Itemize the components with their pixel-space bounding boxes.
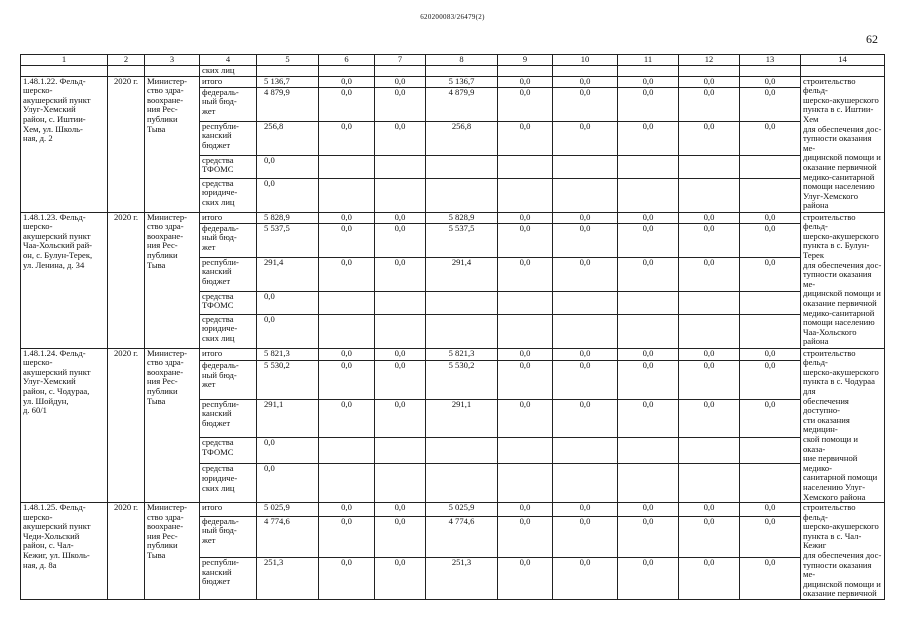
value-cell: 0,0 — [319, 87, 375, 121]
value-cell: 0,0 — [618, 212, 679, 223]
value-cell: 0,0 — [375, 121, 426, 155]
value-cell — [375, 438, 426, 464]
value-cell — [426, 314, 498, 348]
value-cell: 5 530,2 — [426, 361, 498, 400]
value-cell: 0,0 — [618, 76, 679, 87]
value-cell — [375, 314, 426, 348]
value-cell: 0,0 — [679, 361, 740, 400]
value-cell — [740, 438, 801, 464]
value-cell — [679, 314, 740, 348]
continuation-row — [21, 66, 885, 77]
value-cell: 0,0 — [618, 223, 679, 257]
value-cell: 0,0 — [375, 503, 426, 516]
value-cell: 0,0 — [740, 121, 801, 155]
value-cell — [679, 438, 740, 464]
header-cell: 6 — [319, 55, 375, 66]
header-cell: 11 — [618, 55, 679, 66]
value-cell: 0,0 — [375, 87, 426, 121]
value-cell: 0,0 — [257, 291, 319, 314]
value-cell: 5 821,3 — [257, 348, 319, 360]
value-cell: 0,0 — [319, 223, 375, 257]
source-cell: средства ТФОМС — [200, 438, 257, 464]
value-cell — [498, 438, 553, 464]
table-row — [21, 212, 885, 223]
value-cell: 291,4 — [257, 257, 319, 291]
empty-cell — [553, 66, 618, 77]
value-cell — [375, 291, 426, 314]
value-cell: 5 136,7 — [257, 76, 319, 87]
empty-cell — [21, 66, 108, 77]
value-cell: 0,0 — [319, 558, 375, 600]
value-cell: 5 025,9 — [257, 503, 319, 516]
header-cell: 12 — [679, 55, 740, 66]
value-cell: 256,8 — [257, 121, 319, 155]
value-cell — [618, 155, 679, 178]
value-cell: 0,0 — [498, 121, 553, 155]
value-cell: 5 530,2 — [257, 361, 319, 400]
source-cell: федераль- ный бюд- жет — [200, 223, 257, 257]
value-cell — [498, 291, 553, 314]
value-cell — [498, 178, 553, 212]
empty-cell — [801, 66, 885, 77]
value-cell: 4 774,6 — [426, 516, 498, 558]
empty-cell — [426, 66, 498, 77]
value-cell: 0,0 — [319, 516, 375, 558]
value-cell: 0,0 — [498, 87, 553, 121]
value-cell: 0,0 — [740, 223, 801, 257]
value-cell — [553, 155, 618, 178]
value-cell: 0,0 — [375, 516, 426, 558]
value-cell: 0,0 — [375, 223, 426, 257]
value-cell: 0,0 — [553, 348, 618, 360]
value-cell: 0,0 — [740, 257, 801, 291]
value-cell: 0,0 — [553, 257, 618, 291]
value-cell: 0,0 — [319, 212, 375, 223]
value-cell — [498, 155, 553, 178]
value-cell — [426, 291, 498, 314]
value-cell — [553, 178, 618, 212]
source-cell: средства юридиче- ских лиц — [200, 464, 257, 503]
value-cell: 0,0 — [679, 212, 740, 223]
value-cell: 0,0 — [319, 348, 375, 360]
value-cell: 0,0 — [740, 348, 801, 360]
value-cell: 0,0 — [618, 87, 679, 121]
value-cell: 0,0 — [553, 558, 618, 600]
value-cell: 0,0 — [498, 399, 553, 438]
header-cell: 5 — [257, 55, 319, 66]
value-cell: 0,0 — [618, 348, 679, 360]
agency-cell: Министер- ство здра- воохране- ния Рес- публики Тыва — [145, 348, 200, 503]
source-cell: ских лиц — [200, 66, 257, 77]
value-cell: 0,0 — [618, 399, 679, 438]
value-cell: 0,0 — [375, 76, 426, 87]
source-cell: средства ТФОМС — [200, 155, 257, 178]
value-cell: 0,0 — [740, 76, 801, 87]
value-cell: 0,0 — [618, 503, 679, 516]
value-cell: 0,0 — [553, 121, 618, 155]
value-cell: 291,4 — [426, 257, 498, 291]
value-cell: 251,3 — [426, 558, 498, 600]
value-cell: 251,3 — [257, 558, 319, 600]
value-cell: 0,0 — [257, 314, 319, 348]
header-cell: 14 — [801, 55, 885, 66]
value-cell — [498, 314, 553, 348]
header-cell: 8 — [426, 55, 498, 66]
value-cell: 0,0 — [375, 399, 426, 438]
value-cell: 5 821,3 — [426, 348, 498, 360]
value-cell — [426, 178, 498, 212]
value-cell — [319, 155, 375, 178]
header-cell: 7 — [375, 55, 426, 66]
value-cell: 0,0 — [553, 76, 618, 87]
value-cell: 0,0 — [679, 558, 740, 600]
value-cell: 0,0 — [375, 348, 426, 360]
value-cell — [553, 438, 618, 464]
value-cell: 0,0 — [498, 558, 553, 600]
value-cell: 5 136,7 — [426, 76, 498, 87]
source-cell: республи- канский бюджет — [200, 121, 257, 155]
page-number: 62 — [866, 32, 878, 46]
value-cell: 0,0 — [375, 558, 426, 600]
value-cell: 0,0 — [257, 438, 319, 464]
source-cell: федераль- ный бюд- жет — [200, 361, 257, 400]
table-row — [21, 76, 885, 87]
source-cell: республи- канский бюджет — [200, 257, 257, 291]
value-cell: 0,0 — [498, 76, 553, 87]
note-cell: строительство фельд- шерско-акушерского пункта в с. Иштии-Хем для обеспечения дос- тупности оказания ме- дицинской помощи и оказание первичной медико-санитарной помощи населению Улуг-Хемского района — [801, 76, 885, 212]
value-cell — [553, 314, 618, 348]
value-cell: 0,0 — [319, 76, 375, 87]
value-cell — [740, 178, 801, 212]
empty-cell — [618, 66, 679, 77]
value-cell: 0,0 — [375, 361, 426, 400]
value-cell — [319, 291, 375, 314]
value-cell: 4 879,9 — [257, 87, 319, 121]
value-cell — [319, 438, 375, 464]
object-cell: 1.48.1.24. Фельд- шерско- акушерский пункт Улуг-Хемский район, с. Чодураа, ул. Шойдун, д. 60/1 — [21, 348, 108, 503]
value-cell — [679, 155, 740, 178]
value-cell: 0,0 — [319, 121, 375, 155]
header-cell: 3 — [145, 55, 200, 66]
value-cell: 0,0 — [740, 212, 801, 223]
value-cell: 256,8 — [426, 121, 498, 155]
value-cell: 0,0 — [618, 257, 679, 291]
value-cell: 0,0 — [553, 223, 618, 257]
value-cell — [553, 291, 618, 314]
agency-cell: Министер- ство здра- воохране- ния Рес- публики Тыва — [145, 76, 200, 212]
table-row — [21, 503, 885, 516]
value-cell: 0,0 — [740, 361, 801, 400]
value-cell — [426, 464, 498, 503]
value-cell — [679, 464, 740, 503]
header-cell: 4 — [200, 55, 257, 66]
value-cell: 0,0 — [319, 361, 375, 400]
document-id: 620200083/26479(2) — [420, 13, 485, 21]
value-cell: 0,0 — [740, 516, 801, 558]
value-cell: 0,0 — [740, 503, 801, 516]
value-cell: 0,0 — [679, 223, 740, 257]
header-cell: 1 — [21, 55, 108, 66]
value-cell: 0,0 — [319, 257, 375, 291]
note-cell: строительство фельд- шерско-акушерского пункта в с. Чал-Кежиг для обеспечения дос- тупности оказания ме- дицинской помощи и оказание первичной — [801, 503, 885, 600]
value-cell — [319, 464, 375, 503]
value-cell: 0,0 — [553, 399, 618, 438]
year-cell: 2020 г. — [108, 76, 145, 212]
value-cell: 5 537,5 — [257, 223, 319, 257]
value-cell: 5 537,5 — [426, 223, 498, 257]
value-cell: 0,0 — [553, 516, 618, 558]
value-cell — [740, 314, 801, 348]
header-cell: 13 — [740, 55, 801, 66]
value-cell: 0,0 — [319, 399, 375, 438]
agency-cell: Министер- ство здра- воохране- ния Рес- публики Тыва — [145, 212, 200, 348]
agency-cell: Министер- ство здра- воохране- ния Рес- публики Тыва — [145, 503, 200, 600]
source-cell: итого — [200, 348, 257, 360]
source-cell: итого — [200, 76, 257, 87]
value-cell: 5 025,9 — [426, 503, 498, 516]
value-cell: 0,0 — [679, 76, 740, 87]
value-cell: 0,0 — [618, 558, 679, 600]
value-cell — [498, 464, 553, 503]
year-cell: 2020 г. — [108, 348, 145, 503]
value-cell: 0,0 — [498, 257, 553, 291]
value-cell — [618, 314, 679, 348]
empty-cell — [375, 66, 426, 77]
value-cell — [740, 291, 801, 314]
value-cell: 0,0 — [740, 87, 801, 121]
value-cell: 0,0 — [257, 464, 319, 503]
value-cell: 0,0 — [618, 361, 679, 400]
value-cell: 0,0 — [553, 87, 618, 121]
value-cell: 0,0 — [679, 516, 740, 558]
value-cell: 0,0 — [553, 212, 618, 223]
source-cell: федераль- ный бюд- жет — [200, 516, 257, 558]
value-cell: 0,0 — [498, 348, 553, 360]
object-cell: 1.48.1.25. Фельд- шерско- акушерский пункт Чеди-Хольский район, с. Чал- Кежиг, ул. Школь- ная, д. 8а — [21, 503, 108, 600]
source-cell: республи- канский бюджет — [200, 399, 257, 438]
value-cell: 0,0 — [740, 558, 801, 600]
header-cell: 2 — [108, 55, 145, 66]
header-row — [21, 55, 885, 66]
value-cell: 0,0 — [498, 516, 553, 558]
value-cell — [319, 314, 375, 348]
note-cell: строительство фельд- шерско-акушерского пункта в с. Чодураа для обеспечения доступно- сти оказания медицин- ской помощи и оказа- ние первичной медико- санитарной помощи населению Улуг- Хемского района — [801, 348, 885, 503]
value-cell: 4 774,6 — [257, 516, 319, 558]
value-cell: 0,0 — [618, 516, 679, 558]
value-cell: 291,1 — [426, 399, 498, 438]
year-cell: 2020 г. — [108, 503, 145, 600]
value-cell — [679, 178, 740, 212]
empty-cell — [108, 66, 145, 77]
value-cell: 0,0 — [553, 361, 618, 400]
value-cell — [375, 178, 426, 212]
value-cell: 0,0 — [319, 503, 375, 516]
value-cell: 291,1 — [257, 399, 319, 438]
value-cell — [375, 155, 426, 178]
value-cell: 0,0 — [257, 178, 319, 212]
budget-table — [20, 54, 885, 600]
source-cell: федераль- ный бюд- жет — [200, 87, 257, 121]
value-cell: 0,0 — [679, 257, 740, 291]
value-cell — [319, 178, 375, 212]
empty-cell — [145, 66, 200, 77]
value-cell: 0,0 — [498, 223, 553, 257]
value-cell: 0,0 — [618, 121, 679, 155]
empty-cell — [740, 66, 801, 77]
empty-cell — [319, 66, 375, 77]
value-cell — [740, 155, 801, 178]
value-cell: 0,0 — [679, 503, 740, 516]
value-cell — [618, 438, 679, 464]
empty-cell — [257, 66, 319, 77]
value-cell: 0,0 — [375, 212, 426, 223]
note-cell: строительство фельд- шерско-акушерского пункта в с. Булун-Терек для обеспечения дос- тупности оказания ме- дицинской помощи и оказание первичной медико-санитарной помощи населению Чаа-Хольского района — [801, 212, 885, 348]
object-cell: 1.48.1.22. Фельд- шерско- акушерский пункт Улуг-Хемский район, с. Иштии- Хем, ул. Школь- ная, д. 2 — [21, 76, 108, 212]
value-cell: 0,0 — [257, 155, 319, 178]
header-cell: 10 — [553, 55, 618, 66]
table-body — [21, 55, 885, 600]
header-cell: 9 — [498, 55, 553, 66]
value-cell — [679, 291, 740, 314]
value-cell: 5 828,9 — [426, 212, 498, 223]
value-cell: 0,0 — [679, 87, 740, 121]
source-cell: средства юридиче- ских лиц — [200, 314, 257, 348]
value-cell: 4 879,9 — [426, 87, 498, 121]
value-cell — [375, 464, 426, 503]
year-cell: 2020 г. — [108, 212, 145, 348]
empty-cell — [498, 66, 553, 77]
value-cell — [618, 291, 679, 314]
value-cell — [426, 438, 498, 464]
source-cell: средства юридиче- ских лиц — [200, 178, 257, 212]
value-cell: 0,0 — [740, 399, 801, 438]
value-cell: 0,0 — [498, 212, 553, 223]
value-cell: 5 828,9 — [257, 212, 319, 223]
value-cell: 0,0 — [679, 121, 740, 155]
empty-cell — [679, 66, 740, 77]
value-cell — [618, 464, 679, 503]
value-cell: 0,0 — [498, 361, 553, 400]
value-cell: 0,0 — [679, 399, 740, 438]
source-cell: республи- канский бюджет — [200, 558, 257, 600]
source-cell: итого — [200, 212, 257, 223]
value-cell: 0,0 — [679, 348, 740, 360]
value-cell — [740, 464, 801, 503]
value-cell — [618, 178, 679, 212]
value-cell: 0,0 — [375, 257, 426, 291]
value-cell: 0,0 — [553, 503, 618, 516]
source-cell: итого — [200, 503, 257, 516]
table-row — [21, 348, 885, 360]
object-cell: 1.48.1.23. Фельд- шерско- акушерский пункт Чаа-Хольский рай- он, с. Булун-Терек, ул. Ленина, д. 34 — [21, 212, 108, 348]
value-cell — [426, 155, 498, 178]
value-cell — [553, 464, 618, 503]
source-cell: средства ТФОМС — [200, 291, 257, 314]
value-cell: 0,0 — [498, 503, 553, 516]
